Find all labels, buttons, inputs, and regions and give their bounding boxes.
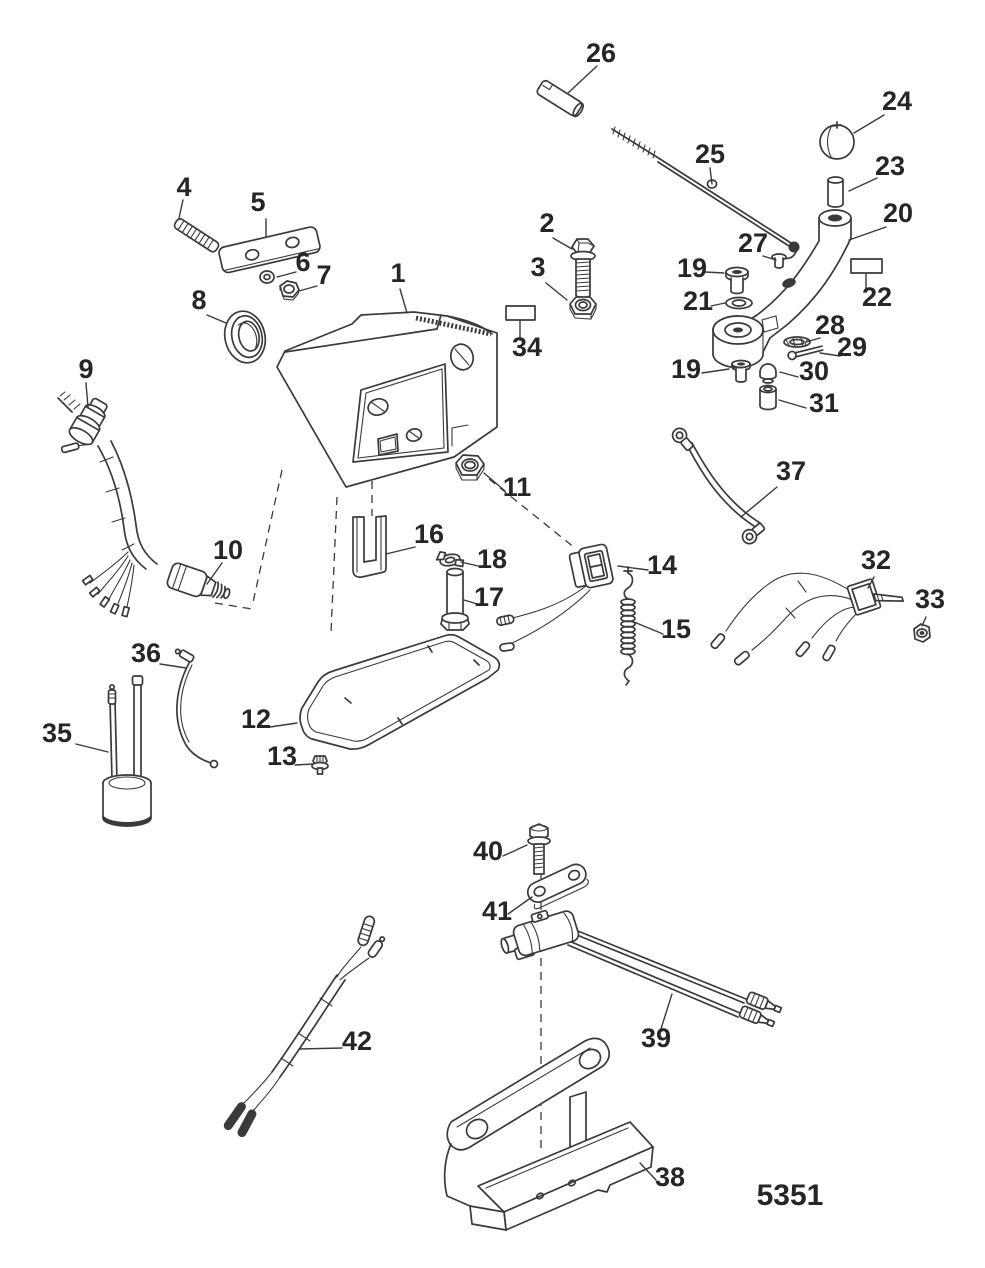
callout-6: 6 <box>295 247 311 277</box>
part-27-bushing <box>772 254 786 268</box>
callout-27: 27 <box>737 228 769 258</box>
callout-24: 24 <box>881 86 913 116</box>
part-31-spacer <box>760 386 776 410</box>
callout-22: 22 <box>861 282 893 312</box>
part-15-spring <box>621 567 635 685</box>
callout-29: 29 <box>836 332 868 362</box>
part-30-dome-cap <box>760 364 776 383</box>
assembly-dashed-lines <box>212 415 575 1148</box>
callout-2: 2 <box>539 208 555 238</box>
callout-11: 11 <box>502 472 532 502</box>
callout-37: 37 <box>775 456 807 486</box>
part-33-nut <box>914 624 930 642</box>
callout-17: 17 <box>473 582 505 612</box>
callout-16: 16 <box>413 519 445 549</box>
callout-13: 13 <box>266 741 298 771</box>
callout-39: 39 <box>640 1023 672 1053</box>
part-14-rocker-switch <box>496 544 614 652</box>
callout-40: 40 <box>472 836 504 866</box>
callout-12: 12 <box>240 704 272 734</box>
part-16-clip <box>353 516 386 577</box>
callout-38: 38 <box>654 1162 686 1192</box>
part-17-bolt <box>441 569 469 631</box>
callout-21: 21 <box>682 286 714 316</box>
callout-8: 8 <box>191 285 207 315</box>
part-2-bolt <box>571 239 595 298</box>
callout-20: 20 <box>882 198 914 228</box>
part-38-bracket <box>445 1038 653 1230</box>
callout-18: 18 <box>476 544 508 574</box>
callout-labels <box>42 38 945 1192</box>
part-7-nut <box>280 281 299 300</box>
callout-35: 35 <box>41 718 73 748</box>
callout-7: 7 <box>316 260 332 290</box>
part-8-grommet <box>220 307 270 366</box>
callout-9: 9 <box>78 354 94 384</box>
callout-25: 25 <box>694 139 726 169</box>
part-36-jumper-wire <box>174 647 217 768</box>
part-21-washer <box>726 298 752 309</box>
callout-31: 31 <box>808 388 840 418</box>
part-19-bushing-lower <box>732 361 750 383</box>
part-10-harness-connector <box>166 562 234 607</box>
part-3-nut <box>570 297 596 319</box>
callout-19-lower: 19 <box>670 354 702 384</box>
callout-33: 33 <box>914 584 946 614</box>
part-26-pin <box>536 79 586 118</box>
callout-41: 41 <box>481 896 513 926</box>
callout-5: 5 <box>250 187 266 217</box>
part-23-pin <box>828 177 843 207</box>
callout-19-upper: 19 <box>676 253 708 283</box>
callout-34: 34 <box>511 332 543 362</box>
part-4-stud <box>173 217 220 253</box>
part-19-bushing-upper <box>726 268 748 294</box>
part-13-screw <box>312 756 328 774</box>
callout-26: 26 <box>585 38 617 68</box>
part-9-key-switch-assembly <box>58 392 157 617</box>
callout-42: 42 <box>341 1026 373 1056</box>
wire-terminals <box>83 575 130 616</box>
callout-28: 28 <box>814 310 846 340</box>
callout-3: 3 <box>530 252 546 282</box>
part-18-tab-washer <box>435 548 464 572</box>
callout-10: 10 <box>212 535 244 565</box>
callout-30: 30 <box>798 356 830 386</box>
callout-32: 32 <box>860 545 892 575</box>
drawing-number: 5351 <box>756 1179 824 1212</box>
part-6-washer <box>260 271 274 283</box>
callout-15: 15 <box>660 614 692 644</box>
callout-36: 36 <box>130 638 162 668</box>
part-37-battery-cable <box>670 425 767 546</box>
callout-1: 1 <box>390 258 406 288</box>
callout-14: 14 <box>646 550 678 580</box>
callout-23: 23 <box>874 151 906 181</box>
part-40-bolt <box>528 824 550 874</box>
part-12-gasket <box>300 635 499 749</box>
callout-4: 4 <box>176 172 192 202</box>
part-32-toggle-switch-harness <box>710 572 903 666</box>
part-35-lanyard-assembly <box>103 676 151 826</box>
part-24-knob <box>820 122 854 159</box>
part-11-nut <box>456 455 484 480</box>
part-39-solenoid-assembly <box>496 903 783 1030</box>
